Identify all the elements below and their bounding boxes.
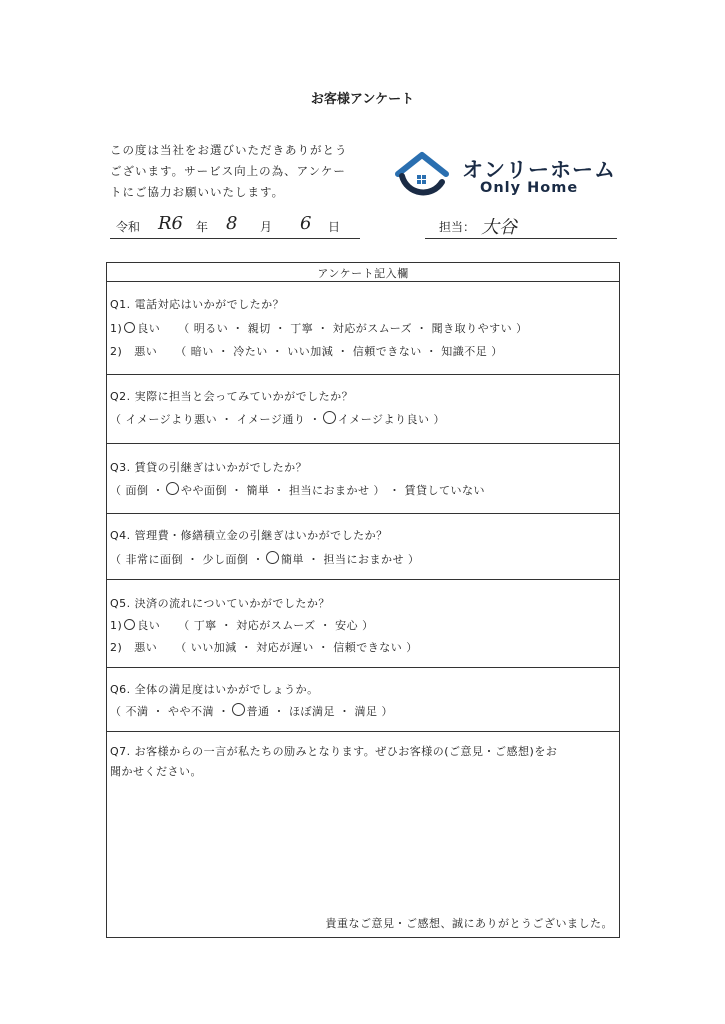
q5-option-1-detail: （ 丁寧 ・ 対応がスムーズ ・ 安心 ） xyxy=(178,619,374,632)
q2-options-part-1: （ イメージより悪い ・ イメージ通り ・ xyxy=(110,413,321,426)
q5-option-1-number: 1) xyxy=(110,619,123,632)
q4-options-part-2: 簡単 ・ 担当におまかせ ） xyxy=(281,553,420,566)
house-logo-icon xyxy=(392,150,454,202)
q2-options[interactable] xyxy=(110,411,445,427)
q5-option-2-detail: （ いい加減 ・ 対応が遅い ・ 信頼できない ） xyxy=(175,641,418,654)
q2-text: Q2. 実際に担当と会ってみていかがでしたか？ xyxy=(110,390,354,403)
q1-option-2-detail: （ 暗い ・ 冷たい ・ いい加減 ・ 信頼できない ・ 知識不足 ） xyxy=(175,345,503,358)
circle-mark-icon xyxy=(266,551,279,564)
q1-text: Q1. 電話対応はいかがでしたか？ xyxy=(110,298,285,311)
q6-options[interactable] xyxy=(110,703,393,719)
question-7[interactable] xyxy=(107,731,619,937)
date-era: 令和 xyxy=(116,220,141,234)
circle-mark-icon xyxy=(124,619,135,630)
question-5 xyxy=(107,579,619,668)
q1-option-2-label: 悪い xyxy=(134,345,158,358)
q5-option-2-number: 2) xyxy=(110,641,123,654)
q5-option-1[interactable] xyxy=(110,617,374,633)
logo-english-text: Only Home xyxy=(480,180,579,196)
survey-header-label: アンケート記入欄 xyxy=(317,267,409,280)
question-1 xyxy=(107,282,619,375)
intro-line-2: ございます。サービス向上の為、アンケー xyxy=(110,164,346,178)
q7-text-line-1: Q7. お客様からの一言が私たちの励みとなります。ぜひお客様の(ご意見・ご感想)をお xyxy=(110,745,558,758)
intro-line-1: この度は当社をお選びいただきありがとう xyxy=(110,143,348,157)
question-2 xyxy=(107,374,619,444)
q6-options-part-1: （ 不満 ・ やや不満 ・ xyxy=(110,705,230,718)
q5-option-2-label: 悪い xyxy=(134,641,158,654)
q5-option-2[interactable] xyxy=(110,639,418,655)
q6-options-part-2: 普通 ・ ほぼ満足 ・ 満足 ） xyxy=(246,705,393,718)
q4-text: Q4. 管理費・修繕積立金の引継ぎはいかがでしたか？ xyxy=(110,529,388,542)
question-3 xyxy=(107,443,619,514)
date-month-value: 8 xyxy=(226,213,238,234)
q1-option-1-label: 良い xyxy=(137,322,161,335)
intro-text xyxy=(110,140,380,203)
date-month-unit: 月 xyxy=(260,220,273,234)
staff-name: 大谷 xyxy=(481,217,517,238)
q1-option-1-detail: （ 明るい ・ 親切 ・ 丁寧 ・ 対応がスムーズ ・ 聞き取りやすい ） xyxy=(178,322,528,335)
survey-header xyxy=(107,263,619,282)
date-day-unit: 日 xyxy=(328,220,341,234)
circle-mark-icon xyxy=(166,482,179,495)
logo-japanese-text: オンリーホーム xyxy=(462,158,616,182)
q4-options-part-1: （ 非常に面倒 ・ 少し面倒 ・ xyxy=(110,553,264,566)
date-year-value: R6 xyxy=(158,213,184,234)
page-title: お客様アンケート xyxy=(310,92,415,107)
company-logo xyxy=(392,150,622,202)
question-4 xyxy=(107,513,619,580)
staff-field[interactable] xyxy=(425,212,617,239)
q5-option-1-label: 良い xyxy=(137,619,161,632)
q3-options-part-1: （ 面倒 ・ xyxy=(110,484,164,497)
q1-option-2[interactable] xyxy=(110,343,503,359)
q3-text: Q3. 賃貸の引継ぎはいかがでしたか？ xyxy=(110,461,308,474)
staff-label: 担当： xyxy=(439,220,476,234)
intro-line-3: トにご協力お願いいたします。 xyxy=(110,185,285,199)
circle-mark-icon xyxy=(124,322,135,333)
date-field[interactable] xyxy=(110,212,360,239)
question-6 xyxy=(107,667,619,732)
q2-options-part-2: イメージより良い ） xyxy=(337,413,445,426)
q1-option-2-number: 2) xyxy=(110,345,123,358)
circle-mark-icon xyxy=(232,703,245,716)
thanks-message: 貴重なご意見・ご感想、誠にありがとうございました。 xyxy=(325,917,613,930)
date-year-unit: 年 xyxy=(196,220,209,234)
q3-options[interactable] xyxy=(110,482,485,498)
date-day-value: 6 xyxy=(300,213,312,234)
q4-options[interactable] xyxy=(110,551,420,567)
q7-text-line-2: 聞かせください。 xyxy=(110,765,202,778)
q5-text: Q5. 決済の流れについていかがでしたか？ xyxy=(110,597,330,610)
q6-text: Q6. 全体の満足度はいかがでしょうか。 xyxy=(110,683,319,696)
survey-box xyxy=(106,262,620,938)
circle-mark-icon xyxy=(323,411,336,424)
q1-option-1-number: 1) xyxy=(110,322,123,335)
q3-options-part-2: やや面倒 ・ 簡単 ・ 担当におまかせ ） ・ 賃貸していない xyxy=(181,484,485,497)
q1-option-1[interactable] xyxy=(110,320,528,336)
